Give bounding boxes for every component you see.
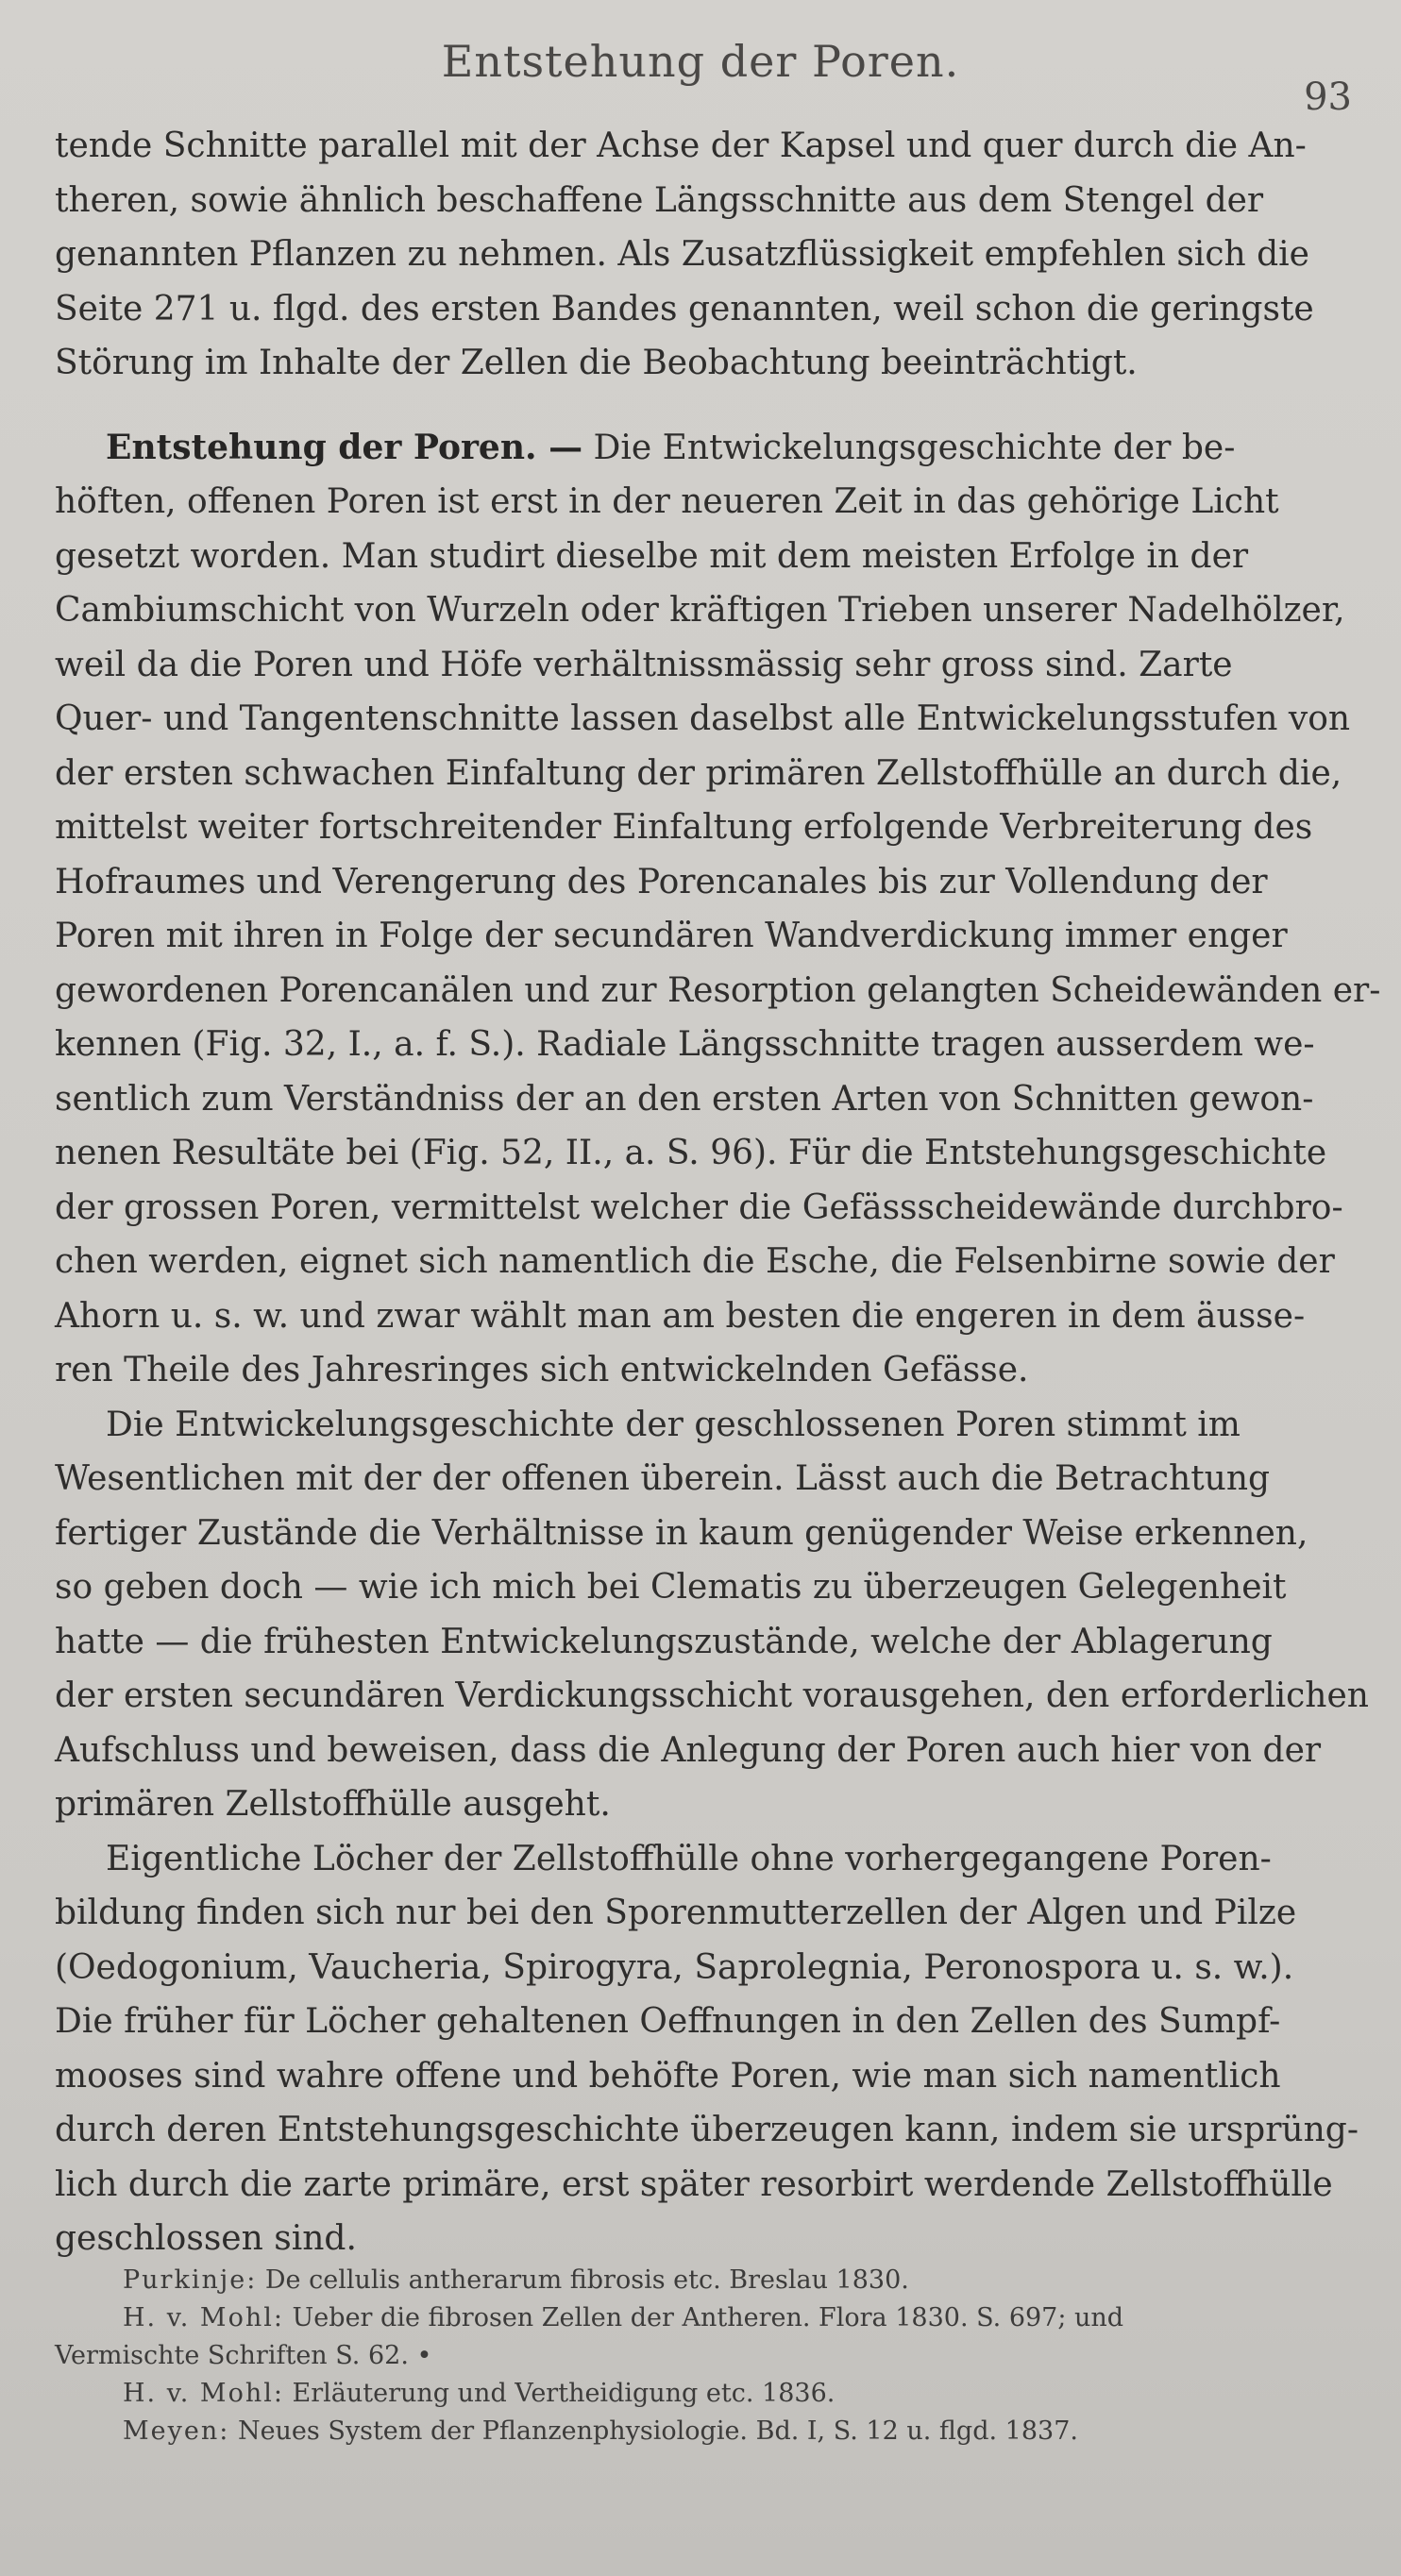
running-title: Entstehung der Poren. [441,36,960,87]
text-line: genannten Pflanzen zu nehmen. Als Zusatzflüssigkeit empfehlen sich die [55,235,1309,274]
text-line: primären Zellstoffhülle ausgeht. [55,1785,611,1824]
text-line: Hofraumes und Verengerung des Porencanales bis zur Vollendung der [55,862,1268,901]
footnote [55,2375,1356,2413]
text-line: sentlich zum Verständniss der an den ersten Arten von Schnitten gewon- [55,1079,1314,1119]
text-line: hatte — die frühesten Entwickelungszustände, welche der Ablagerung [55,1622,1273,1661]
footnote-text: De cellulis antherarum fibrosis etc. Breslau 1830. [264,2265,909,2295]
text-line: der ersten schwachen Einfaltung der primären Zellstoffhülle an durch die, [55,753,1342,793]
text-line: Cambiumschicht von Wurzeln oder kräftigen Trieben unserer Nadelhölzer, [55,591,1345,630]
text-line: mittelst weiter fortschreitender Einfaltung erfolgende Verbreiterung des [55,808,1313,847]
text-line: der grossen Poren, vermittelst welcher die Gefässscheidewände durchbro- [55,1187,1343,1227]
footnote-text: Vermischte Schriften S. 62. • [55,2341,432,2370]
footnote-continuation [55,2337,1356,2375]
text-line: weil da die Poren und Höfe verhältnissmässig sehr gross sind. Zarte [55,645,1233,684]
text-line: theren, sowie ähnlich beschaffene Längsschnitte aus dem Stengel der [55,180,1264,220]
text-line: Wesentlichen mit der der offenen überein. Lässt auch die Betrachtung [55,1459,1271,1498]
text-line: Seite 271 u. flgd. des ersten Bandes genannten, weil schon die geringste [55,289,1314,328]
text-line: bildung finden sich nur bei den Sporenmutterzellen der Algen und Pilze [55,1894,1297,1932]
text-line: kennen (Fig. 32, I., a. f. S.). Radiale Längsschnitte tragen ausserdem we- [55,1025,1315,1064]
footnote [55,2262,1356,2299]
text-line: Eigentliche Löcher der Zellstoffhülle ohne vorhergegangene Poren- [106,1839,1272,1878]
text-line: gewordenen Porencanälen und zur Resorption gelangten Scheidewänden er- [55,970,1381,1010]
text-line: nenen Resultäte bei (Fig. 52, II., a. S. 96). Für die Entstehungsgeschichte [55,1134,1327,1172]
text-line: tende Schnitte parallel mit der Achse der Kapsel und quer durch die An- [55,126,1307,165]
section-first-line [55,421,1356,476]
footnote-author: H. v. Mohl: [123,2303,284,2332]
text-line: der ersten secundären Verdickungsschicht vorausgehen, den erforderlichen [55,1676,1369,1715]
text-line: Die früher für Löcher gehaltenen Oeffnungen in den Zellen des Sumpf- [55,2002,1281,2041]
text-line: so geben doch — wie ich mich bei Clematis zu überzeugen Gelegenheit [55,1568,1287,1607]
text-line: Quer- und Tangentenschnitte lassen daselbst alle Entwickelungsstufen von [55,699,1351,738]
text-line: Störung im Inhalte der Zellen die Beobachtung beeinträchtigt. [55,344,1138,382]
text-line: Die Entwickelungsgeschichte der be- [593,428,1236,467]
footnote-text: Neues System der Pflanzenphysiologie. Bd. I, S. 12 u. flgd. 1837. [237,2416,1078,2446]
text-line: durch deren Entstehungsgeschichte überzeugen kann, indem sie ursprüng- [55,2111,1359,2149]
footnote-text: Ueber die fibrosen Zellen der Antheren. Flora 1830. S. 697; und [292,2303,1124,2332]
text-line: Die Entwickelungsgeschichte der geschlossenen Poren stimmt im [106,1405,1241,1444]
text-line: Poren mit ihren in Folge der secundären Wandverdickung immer enger [55,917,1288,955]
text-line: (Oedogonium, Vaucheria, Spirogyra, Saprolegnia, Peronospora u. s. w.). [55,1947,1294,1987]
page-number: 93 [1304,76,1352,119]
text-line: chen werden, eignet sich namentlich die Esche, die Felsenbirne sowie der [55,1242,1335,1281]
text-line: geschlossen sind. [55,2219,357,2258]
footnote-author: Purkinje: [123,2265,258,2295]
text-line: mooses sind wahre offene und behöfte Poren, wie man sich namentlich [55,2056,1281,2096]
footnote [55,2299,1356,2337]
text-line: höften, offenen Poren ist erst in der neueren Zeit in das gehörige Licht [55,482,1279,521]
footnote-author: Meyen: [123,2416,230,2446]
text-line: fertiger Zustände die Verhältnisse in kaum genügender Weise erkennen, [55,1513,1308,1553]
text-line: Aufschluss und beweisen, dass die Anlegung der Poren auch hier von der [55,1730,1322,1770]
text-line: lich durch die zarte primäre, erst später resorbirt werdende Zellstoffhülle [55,2164,1333,2204]
text-line: ren Theile des Jahresringes sich entwickelnden Gefässe. [55,1351,1029,1389]
footnotes [55,2262,1356,2450]
footnote-text: Erläuterung und Vertheidigung etc. 1836. [292,2379,836,2408]
text-line: Ahorn u. s. w. und zwar wählt man am besten die engeren in dem äusse- [55,1296,1306,1336]
body-text [55,119,1381,2266]
paragraph-gap [55,391,1356,421]
section-heading: Entstehung der Poren. — [106,427,583,467]
text-line: gesetzt worden. Man studirt dieselbe mit dem meisten Erfolge in der [55,536,1249,576]
footnote [55,2413,1356,2450]
footnote-author: H. v. Mohl: [123,2379,284,2408]
